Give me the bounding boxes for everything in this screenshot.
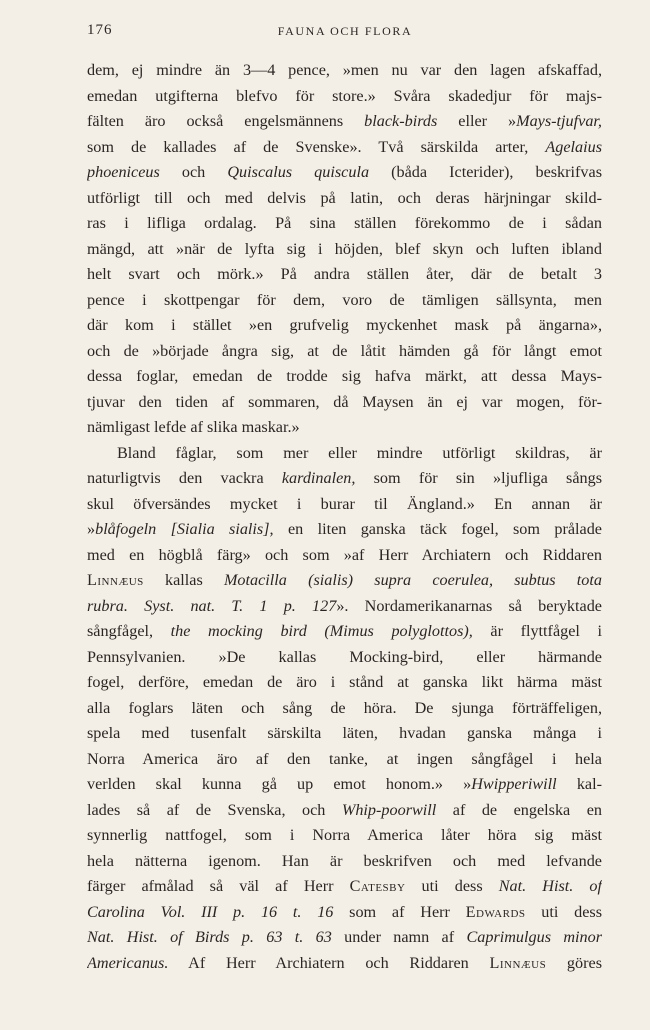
text-line xyxy=(87,390,602,416)
text-run: pence i skottpengar för dem, voro de tämligen sällsynta, men xyxy=(87,290,602,309)
text-run: mängd, att »när de lyfta sig i höjden, blef skyn och luften ibland xyxy=(87,239,602,258)
text-run: helt svart och mörk.» På andra ställen åter, där de betalt 3 xyxy=(87,265,602,283)
text-line xyxy=(87,58,602,84)
italic-term: blåfogeln [Sialia sialis], xyxy=(95,520,274,538)
text-line xyxy=(87,441,602,467)
text-line xyxy=(87,543,602,569)
text-run: Af Herr Archiatern och Riddaren xyxy=(168,953,490,972)
text-run: med en högblå färg» och som »af Herr Archiatern och Riddaren xyxy=(87,545,602,564)
text-run: eller » xyxy=(437,112,517,130)
text-line xyxy=(87,313,602,339)
text-line xyxy=(87,798,602,824)
page-header xyxy=(87,22,603,42)
text-run: färger afmålad så väl af Herr xyxy=(87,877,350,895)
text-line xyxy=(87,696,602,722)
italic-term: black-birds xyxy=(364,112,438,130)
italic-term: Whip-poorwill xyxy=(341,800,437,819)
italic-term: Hwipperiwill xyxy=(471,775,557,793)
author-name: Linnæus xyxy=(87,571,144,589)
italic-term: kardinalen, xyxy=(281,469,356,487)
italic-term: Carolina Vol. III p. 16 t. 16 xyxy=(87,902,334,921)
text-run: utförligt till och med delvis på latin, och deras härjningar skild- xyxy=(87,188,602,207)
text-run: dessa foglar, emedan de trodde sig hafva märkt, att dessa Mays- xyxy=(87,367,602,385)
text-run: uti dess xyxy=(525,902,602,921)
text-run: sångfågel, xyxy=(87,622,171,640)
text-line xyxy=(87,874,602,900)
text-line xyxy=(87,568,602,594)
text-line xyxy=(87,288,602,314)
text-run: dem, ej mindre än 3—4 pence, »men nu var den lagen afskaffad, xyxy=(87,61,602,79)
text-line xyxy=(87,364,602,390)
author-name: Edwards xyxy=(465,902,526,921)
text-line xyxy=(87,415,602,441)
text-run: ». Nordamerikanarnas så beryktade xyxy=(336,596,602,615)
italic-term: Motacilla (sialis) supra coerulea, subtus tota xyxy=(223,571,602,589)
text-run: en liten ganska täck fogel, som prålade xyxy=(273,520,602,538)
text-line xyxy=(87,160,602,186)
text-run: af de engelska en xyxy=(436,800,602,819)
text-line xyxy=(87,619,602,645)
text-line xyxy=(87,186,602,212)
text-run: och de »började ångra sig, at de låtit hämden gå för långt emot xyxy=(87,341,602,360)
text-line xyxy=(87,747,602,773)
text-line xyxy=(87,109,602,135)
text-run: Norra America äro af den tanke, at ingen sångfågel i hela xyxy=(87,749,602,768)
text-run: Pennsylvanien. »De kallas Mocking-bird, eller härmande xyxy=(87,647,602,666)
author-name: Linnæus xyxy=(489,953,547,972)
text-run: emedan utgifterna blefvo för store.» Svåra skadedjur för majs- xyxy=(87,86,602,105)
text-line xyxy=(87,594,602,620)
text-run: under namn af xyxy=(331,928,467,946)
text-run: » xyxy=(87,520,96,538)
italic-term: rubra. Syst. nat. T. 1 p. 127 xyxy=(87,596,337,615)
text-run: där kom i stället »en grufvelig myckenhet mask på ängarna», xyxy=(87,316,602,334)
text-line xyxy=(87,84,602,110)
text-run: naturligtvis den vackra xyxy=(87,469,282,487)
text-run: som de kallades af de Svenske». Två särskilda arter, xyxy=(87,137,546,156)
italic-term: Mays-tjufvar, xyxy=(516,112,602,130)
italic-term: Quiscalus quiscula xyxy=(227,163,370,181)
text-run: göres xyxy=(546,953,602,972)
italic-term: the mocking bird (Mimus polyglottos), xyxy=(170,622,473,640)
text-run: är flyttfågel i xyxy=(472,622,602,640)
italic-term: phoeniceus xyxy=(87,163,160,181)
text-run: (båda Icterider), beskrifvas xyxy=(369,163,602,181)
text-line xyxy=(87,645,602,671)
author-name: Catesby xyxy=(349,877,406,895)
text-line xyxy=(87,492,602,518)
italic-term: Nat. Hist. of xyxy=(498,877,602,895)
italic-term: Americanus. xyxy=(87,953,169,972)
text-run: fogel, derföre, emedan de äro i stånd at ganska likt härma mäst xyxy=(87,673,602,691)
text-line xyxy=(87,900,602,926)
text-run: synnerlig nattfogel, som i Norra America låter höra sig mäst xyxy=(87,826,602,844)
text-line xyxy=(87,262,602,288)
text-run: tjuvar den tiden af sommaren, då Maysen än ej var mogen, för- xyxy=(87,392,602,411)
text-line xyxy=(87,772,602,798)
text-run: nämligast lefde af slika maskar.» xyxy=(87,418,300,436)
text-run: som för sin »ljufliga sångs xyxy=(355,469,602,487)
text-run: och xyxy=(159,163,228,181)
page-number: 176 xyxy=(87,22,113,38)
text-line xyxy=(87,237,602,263)
text-run: Bland fåglar, som mer eller mindre utförligt skildras, är xyxy=(117,443,602,462)
text-run: alla foglars läten och sång de höra. De sjunga förträffeligen, xyxy=(87,698,602,717)
italic-term: Nat. Hist. of Birds p. 63 t. 63 xyxy=(87,928,332,946)
text-run: spela med tusenfalt särskilta läten, hvadan ganska många i xyxy=(87,724,602,742)
running-head: FAUNA OCH FLORA xyxy=(277,24,413,38)
text-line xyxy=(87,849,602,875)
text-run: skul öfversändes mycket i burar til Ängland.» En annan är xyxy=(87,494,602,513)
text-line xyxy=(87,466,602,492)
text-run: som af Herr xyxy=(333,902,466,921)
text-run: ras i lifliga ordalag. På sina ställen förekommo de i sådan xyxy=(87,214,602,232)
text-line xyxy=(87,823,602,849)
italic-term: Caprimulgus minor xyxy=(466,928,602,946)
text-run: fälten äro också engelsmännens xyxy=(87,112,365,130)
text-line xyxy=(87,211,602,237)
text-line xyxy=(87,721,602,747)
text-run: hela nätterna igenom. Han är beskrifven och med lefvande xyxy=(87,851,602,870)
text-run: verlden skal kunna gå up emot honom.» » xyxy=(87,775,472,793)
text-run: uti dess xyxy=(405,877,499,895)
body-text xyxy=(87,58,602,976)
text-line xyxy=(87,925,602,951)
text-line xyxy=(87,517,602,543)
text-line xyxy=(87,135,602,161)
text-line xyxy=(87,670,602,696)
text-run: kallas xyxy=(143,571,224,589)
text-run: kal- xyxy=(556,775,602,793)
italic-term: Agelaius xyxy=(545,137,602,156)
text-line xyxy=(87,951,602,977)
text-run: lades så af de Svenska, och xyxy=(87,800,342,819)
text-line xyxy=(87,339,602,365)
